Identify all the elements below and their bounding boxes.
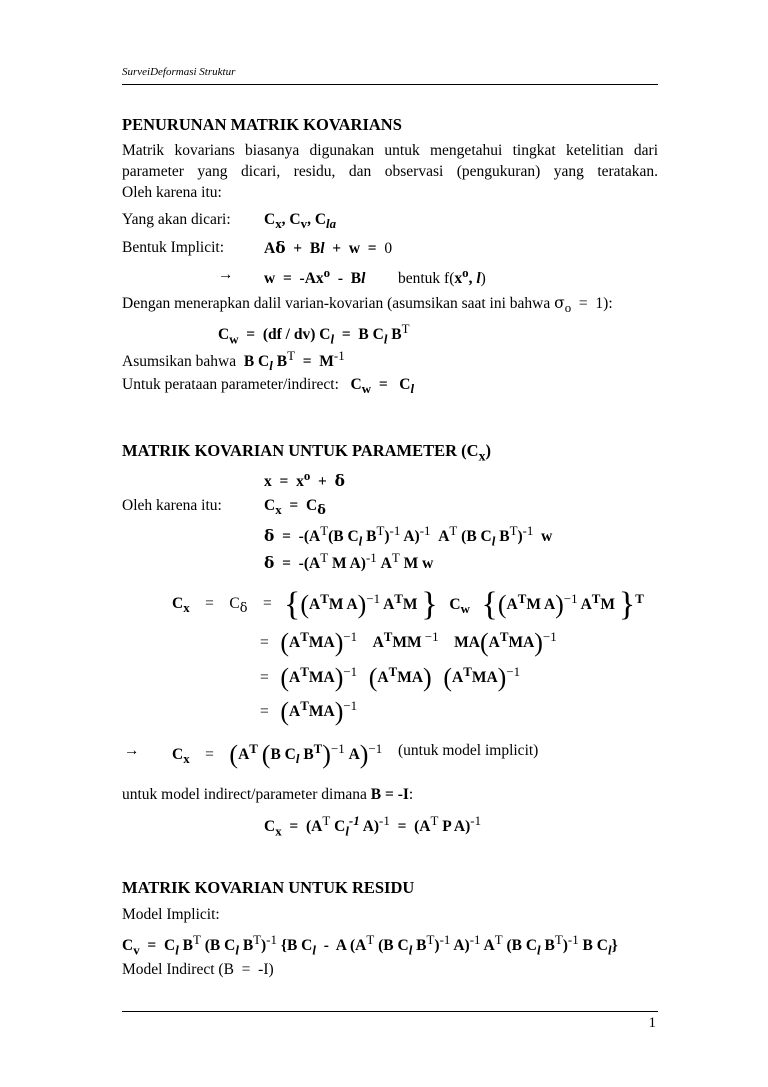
intro-line-3: Oleh karena itu: bbox=[122, 184, 222, 201]
big-eq-lhs: $C_x$ = $C_\delta$ = bbox=[172, 595, 272, 617]
big-eq-line-4: = $(A^TMA)^{-1}$ bbox=[260, 697, 358, 727]
footer-rule bbox=[122, 1011, 658, 1012]
running-header: SurveiDeformasi Struktur bbox=[122, 66, 236, 78]
indirect-model-text: untuk model indirect/parameter dimana B = -I: bbox=[122, 786, 414, 803]
sought-value: $C_x$, $C_v$, $C_{la}$ bbox=[264, 211, 337, 232]
implicit-model-note: (untuk model implicit) bbox=[398, 742, 539, 759]
section-heading-covariance: PENURUNAN MATRIK KOVARIANS bbox=[122, 115, 402, 134]
cv-equation: $C_v = C_l$ $B^T$ (B $C_l$ $B^T)^{-1}$ {B $C_l$ - A ($A^T$ (B $C_l$ $B^T)^{-1}$ A)$^{-1}$ $A^T$ (B $C_l$ $B^T)^{-1}$ B $C_l$} bbox=[122, 932, 618, 958]
big-eq-line-2: = $(A^TMA)^{-1}$ $A^TMM$ $^{-1}$ $MA(A^TMA)^{-1}$ bbox=[260, 628, 557, 658]
big-eq-line-3: = $(A^TMA)^{-1}$ $(A^TMA)$ $(A^TMA)^{-1}$ bbox=[260, 663, 521, 693]
propagation-text: Dengan menerapkan dalil varian-kovarian (asumsikan saat ini bahwa $\sigma_o = 1$): bbox=[122, 294, 613, 316]
header-rule bbox=[122, 84, 658, 85]
implicit-label: Bentuk Implicit: bbox=[122, 239, 225, 256]
section-heading-residual: MATRIK KOVARIAN UNTUK RESIDU bbox=[122, 878, 415, 897]
section-heading-parameter: MATRIK KOVARIAN UNTUK PARAMETER $(C_x)$ bbox=[122, 441, 491, 464]
residual-implicit-label: Model Implicit: bbox=[122, 906, 220, 923]
indirect-model-eq: $C_x = (A^T$ $C_l^{-1}$ $A)^{-1} = (A^T$ P A)$^{-1}$ bbox=[264, 813, 482, 839]
cw-equation: $C_w = (df / dv) C_l = B$ $C_l$ $B^T$ bbox=[218, 321, 410, 347]
page-number: 1 bbox=[648, 1015, 656, 1031]
x-equation: $x = x^o + \delta$ bbox=[264, 468, 345, 491]
indirect-text: Untuk perataan parameter/indirect: $C_w = C_l$ bbox=[122, 376, 415, 397]
arrow-icon: → bbox=[218, 266, 234, 283]
implicit-model-arrow: → bbox=[124, 742, 140, 759]
w-equation: w = -Ax$^o$ - Bl bbox=[264, 265, 366, 288]
delta-equation-1: $\delta = -(A^T(B$ $C_l$ $B^T)^{-1}$ A)$^{-1}$ $A^T$ (B $C_l$ $B^T)^{-1}$ w bbox=[264, 523, 553, 549]
w-note: bentuk $f(x^o$, l) bbox=[398, 265, 486, 288]
intro-line-2: parameter yang dicari, residu, dan observasi (pengukuran) yang teratakan. bbox=[122, 163, 658, 180]
implicit-equation: Aδ + Bl + w = 0 bbox=[264, 238, 393, 257]
intro-line-1: Matrik kovarians biasanya digunakan untuk mengetahui tingkat ketelitian dari bbox=[122, 142, 658, 159]
implicit-model-eq: $C_x$ = ($A^T$ (B $C_l$ $B^T)^{-1}$ A)$^{-1}$ bbox=[172, 740, 383, 770]
assume-text: Asumsikan bahwa B $C_l$ $B^T = M^{-1}$ bbox=[122, 348, 345, 374]
residual-indirect-label: Model Indirect (B = -I) bbox=[122, 961, 274, 978]
therefore-label: Oleh karena itu: bbox=[122, 497, 222, 514]
cx-equation: $C_x = C_\delta$ bbox=[264, 497, 326, 519]
big-eq-rhs: {($A^TM$ A)$^{-1}$ $A^TM$ } $C_w$ {($A^TM$ A)$^{-1}$ $A^TM$ }$^T$ bbox=[284, 586, 644, 623]
delta-equation-2: $\delta = -(A^T$ M A)$^{-1}$ $A^T$ M w bbox=[264, 550, 434, 573]
sought-label: Yang akan dicari: bbox=[122, 211, 231, 228]
